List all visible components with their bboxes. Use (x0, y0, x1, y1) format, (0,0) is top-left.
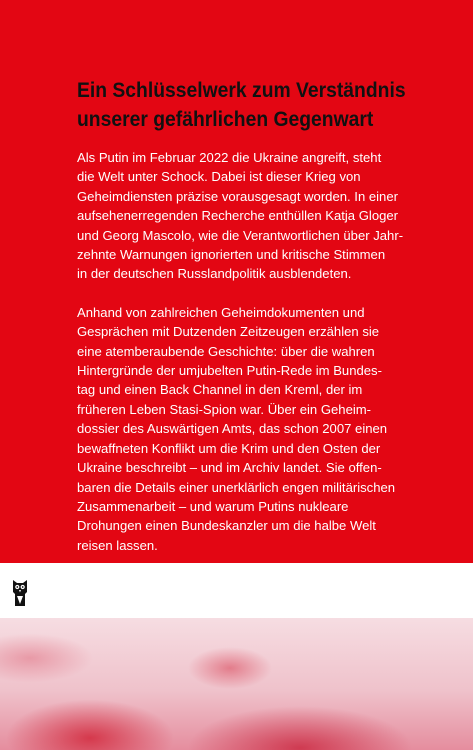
blurb-line: dossier des Auswärtigen Amts, das schon 2007 einen (77, 421, 388, 437)
blurb-line: Anhand von zahlreichen Geheimdokumenten und (77, 304, 365, 320)
blurb-line: Ukraine beschreibt – und im Archiv landet. Sie offen- (77, 460, 382, 476)
blurb-line: aufsehenerregenden Recherche enthüllen Katja Gloger (77, 208, 399, 224)
headline-line: Ein Schlüsselwerk zum Verständnis (77, 79, 406, 102)
blurb-line: Hintergründe der umjubelten Putin-Rede im Bundes- (77, 363, 382, 379)
blurb-paragraph-2 (77, 303, 407, 555)
blurb-line: reisen lassen. (77, 537, 158, 553)
blurb-line: Zusammenarbeit – und warum Putins nukleare (77, 498, 349, 514)
blurb-line: Gesprächen mit Dutzenden Zeitzeugen erzählen sie (77, 324, 380, 340)
blurb-line: Als Putin im Februar 2022 die Ukraine angreift, steht (77, 150, 382, 165)
owl-icon (12, 578, 28, 608)
headline-line: unserer gefährlichen Gegenwart (77, 108, 374, 131)
blurb-line: tag und einen Back Channel in den Kreml, der im (77, 382, 363, 398)
blurb-line: zehnte Warnungen ignorierten und kritische Stimmen (77, 247, 386, 263)
blurb-line: Drohungen einen Bundeskanzler um die halbe Welt (77, 518, 376, 534)
blurb-line: bewaffneten Konflikt um die Krim und den Osten der (77, 440, 381, 456)
blurb-line: und Georg Mascolo, wie die Verantwortlichen über Jahr- (77, 227, 404, 243)
publisher-band (0, 563, 473, 618)
blurb (77, 148, 407, 574)
headline (77, 76, 406, 134)
blurb-line: die Welt unter Schock. Dabei ist dieser Krieg von (77, 169, 361, 185)
blurb-line: baren die Details einer unerklärlich engen militärischen (77, 479, 396, 495)
blurred-cover-image (0, 618, 473, 750)
blurb-line: in der deutschen Russlandpolitik ausblendeten. (77, 266, 352, 282)
blurb-line: Geheimdiensten präzise vorausgesagt worden. In einer (77, 188, 398, 204)
blurb-line: eine atemberaubende Geschichte: über die wahren (77, 343, 375, 359)
blurb-line: früheren Leben Stasi-Spion war. Über ein Geheim- (77, 401, 372, 417)
blurb-paragraph-1 (77, 148, 407, 284)
